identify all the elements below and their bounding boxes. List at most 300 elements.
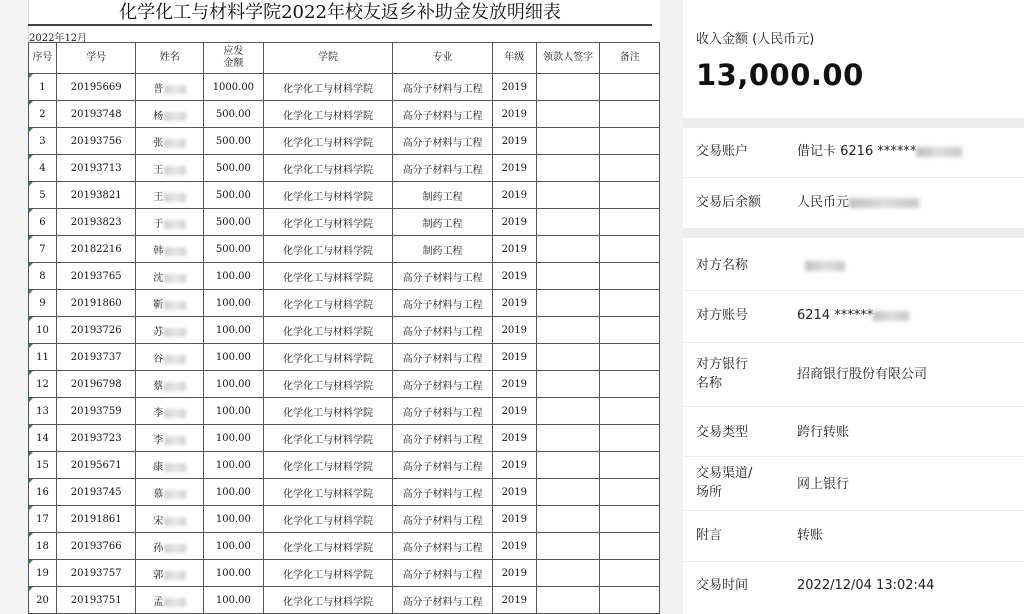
student-id-cell	[56, 128, 136, 155]
time-value: 2022/12/04 13:02:44	[797, 578, 935, 593]
student-id-cell	[56, 452, 136, 479]
major-cell	[393, 263, 493, 290]
name-cell	[136, 290, 204, 317]
note-value: 转账	[797, 528, 824, 543]
student-id-text: 20193726	[70, 324, 122, 336]
cell-marker-icon	[29, 101, 33, 105]
remark-cell	[600, 101, 660, 128]
student-id-cell	[56, 263, 136, 290]
major-text: 高分子材料与工程	[402, 326, 483, 338]
grade-cell	[492, 209, 536, 236]
college-cell	[263, 155, 392, 182]
table-row	[29, 101, 660, 128]
cell-marker-icon	[29, 263, 33, 267]
college-cell	[263, 290, 392, 317]
amount-cell	[204, 479, 264, 506]
grade-cell	[492, 155, 536, 182]
signature-cell	[536, 101, 600, 128]
balance-value	[797, 193, 919, 212]
amount-text: 100.00	[215, 459, 251, 471]
remark-cell	[600, 317, 660, 344]
grade-text: 2019	[501, 567, 528, 579]
student-id-text: 20193745	[70, 486, 122, 498]
major-cell	[393, 452, 493, 479]
header-cell: 姓名	[136, 43, 204, 74]
account-value-text: 借记卡 6216 ******	[797, 144, 917, 159]
cell-marker-icon	[29, 560, 33, 564]
redaction-blur	[164, 112, 186, 121]
channel-value: 网上银行	[797, 477, 850, 492]
major-cell	[393, 425, 493, 452]
grade-cell	[492, 398, 536, 425]
type-value: 跨行转账	[797, 425, 850, 440]
no-text: 15	[36, 459, 49, 471]
no-text: 19	[36, 567, 49, 579]
remark-cell	[600, 263, 660, 290]
student-id-cell	[56, 398, 136, 425]
college-cell	[263, 128, 392, 155]
no-cell	[29, 587, 57, 614]
name-text: 靳	[153, 299, 164, 311]
name-text: 孙	[153, 542, 164, 554]
major-text: 高分子材料与工程	[402, 488, 483, 500]
balance-value-text: 人民币元	[797, 195, 850, 210]
no-text: 11	[36, 351, 49, 363]
counterparty-value	[797, 256, 845, 275]
table-row	[29, 398, 660, 425]
grade-text: 2019	[501, 351, 528, 363]
header-cell: 备注	[600, 43, 660, 74]
major-text: 高分子材料与工程	[402, 434, 483, 446]
redaction-blur	[164, 409, 186, 418]
college-text: 化学化工与材料学院	[282, 515, 373, 527]
redaction-blur	[873, 311, 909, 321]
name-cell	[136, 74, 204, 101]
major-cell	[393, 560, 493, 587]
college-cell	[263, 398, 392, 425]
grade-text: 2019	[501, 162, 528, 174]
major-cell	[393, 74, 493, 101]
no-text: 9	[39, 297, 46, 309]
name-cell	[136, 236, 204, 263]
major-text: 高分子材料与工程	[402, 461, 483, 473]
redaction-blur	[164, 436, 186, 445]
name-text: 李	[153, 407, 164, 419]
amount-text: 500.00	[215, 162, 251, 174]
grade-text: 2019	[501, 594, 528, 606]
remark-cell	[600, 371, 660, 398]
name-text: 于	[153, 218, 164, 230]
channel-label-line2: 场所	[696, 485, 723, 500]
cell-marker-icon	[29, 587, 33, 591]
cell-marker-icon	[29, 155, 33, 159]
college-text: 化学化工与材料学院	[282, 245, 373, 257]
panel-divider	[660, 0, 683, 614]
major-text: 制药工程	[422, 191, 463, 203]
cell-marker-icon	[29, 209, 33, 213]
no-cell	[29, 533, 57, 560]
no-text: 17	[36, 513, 49, 525]
amount-cell	[204, 398, 264, 425]
cell-marker-icon	[29, 479, 33, 483]
college-text: 化学化工与材料学院	[282, 380, 373, 392]
grade-cell	[492, 452, 536, 479]
signature-cell	[536, 560, 600, 587]
grade-cell	[492, 587, 536, 614]
name-cell	[136, 560, 204, 587]
college-text: 化学化工与材料学院	[282, 83, 373, 95]
amount-cell	[204, 506, 264, 533]
major-cell	[393, 155, 493, 182]
amount-cell	[204, 74, 264, 101]
remark-cell	[600, 479, 660, 506]
major-text: 高分子材料与工程	[402, 542, 483, 554]
name-text: 韩	[153, 245, 164, 257]
name-cell	[136, 398, 204, 425]
grade-cell	[492, 182, 536, 209]
student-id-cell	[56, 209, 136, 236]
amount-text: 100.00	[215, 297, 251, 309]
redaction-blur	[164, 490, 186, 499]
amount-text: 100.00	[215, 513, 251, 525]
table-row	[29, 128, 660, 155]
row-gutter	[0, 0, 29, 614]
major-text: 高分子材料与工程	[402, 407, 483, 419]
college-cell	[263, 452, 392, 479]
college-cell	[263, 533, 392, 560]
cell-marker-icon	[29, 506, 33, 510]
grade-cell	[492, 533, 536, 560]
signature-cell	[536, 155, 600, 182]
student-id-text: 20193723	[70, 432, 122, 444]
remark-cell	[600, 74, 660, 101]
signature-cell	[536, 290, 600, 317]
student-id-text: 20196798	[70, 378, 122, 390]
redaction-blur	[164, 517, 186, 526]
payment-detail-table	[28, 42, 660, 614]
name-cell	[136, 263, 204, 290]
signature-cell	[536, 533, 600, 560]
table-row	[29, 290, 660, 317]
name-cell	[136, 182, 204, 209]
table-row	[29, 344, 660, 371]
name-cell	[136, 587, 204, 614]
time-label: 交易时间	[696, 578, 749, 593]
counterparty-label: 对方名称	[696, 258, 749, 273]
student-id-text: 20191861	[70, 513, 122, 525]
college-text: 化学化工与材料学院	[282, 272, 373, 284]
signature-cell	[536, 317, 600, 344]
amount-text: 100.00	[215, 432, 251, 444]
college-text: 化学化工与材料学院	[282, 191, 373, 203]
major-cell	[393, 317, 493, 344]
amount-text: 500.00	[215, 108, 251, 120]
redaction-blur	[164, 166, 186, 175]
counterparty-account-label: 对方账号	[696, 308, 749, 323]
no-text: 8	[39, 270, 46, 282]
student-id-text: 20193751	[70, 594, 122, 606]
remark-cell	[600, 290, 660, 317]
redaction-blur	[164, 463, 186, 472]
cell-marker-icon	[29, 344, 33, 348]
name-text: 康	[153, 461, 164, 473]
student-id-cell	[56, 317, 136, 344]
no-cell	[29, 290, 57, 317]
table-row	[29, 479, 660, 506]
student-id-cell	[56, 587, 136, 614]
grade-cell	[492, 101, 536, 128]
college-text: 化学化工与材料学院	[282, 434, 373, 446]
student-id-cell	[56, 101, 136, 128]
grade-text: 2019	[501, 486, 528, 498]
account-value	[797, 142, 962, 161]
remark-cell	[600, 155, 660, 182]
cell-marker-icon	[29, 290, 33, 294]
major-cell	[393, 101, 493, 128]
signature-cell	[536, 263, 600, 290]
amount-text: 100.00	[215, 351, 251, 363]
student-id-text: 20193765	[70, 270, 122, 282]
section-band	[683, 228, 1024, 238]
no-cell	[29, 101, 57, 128]
college-text: 化学化工与材料学院	[282, 488, 373, 500]
college-cell	[263, 479, 392, 506]
amount-cell	[204, 425, 264, 452]
channel-label-line1: 交易渠道/	[696, 466, 753, 481]
amount-text: 500.00	[215, 243, 251, 255]
signature-cell	[536, 452, 600, 479]
name-cell	[136, 452, 204, 479]
no-cell	[29, 236, 57, 263]
table-row	[29, 533, 660, 560]
channel-label	[696, 464, 752, 502]
major-text: 高分子材料与工程	[402, 380, 483, 392]
no-cell	[29, 317, 57, 344]
signature-cell	[536, 587, 600, 614]
amount-cell	[204, 317, 264, 344]
remark-cell	[600, 452, 660, 479]
major-text: 高分子材料与工程	[402, 110, 483, 122]
major-cell	[393, 236, 493, 263]
signature-cell	[536, 398, 600, 425]
no-text: 14	[36, 432, 49, 444]
signature-cell	[536, 236, 600, 263]
separator	[683, 342, 1024, 343]
major-text: 高分子材料与工程	[402, 515, 483, 527]
bank-label-line1: 对方银行	[696, 357, 749, 372]
no-cell	[29, 209, 57, 236]
college-cell	[263, 506, 392, 533]
name-cell	[136, 425, 204, 452]
college-cell	[263, 74, 392, 101]
student-id-text: 20195671	[70, 459, 122, 471]
name-text: 沈	[153, 272, 164, 284]
no-text: 10	[36, 324, 49, 336]
separator	[683, 510, 1024, 511]
name-text: 王	[153, 191, 164, 203]
college-cell	[263, 371, 392, 398]
no-text: 4	[39, 162, 46, 174]
major-cell	[393, 506, 493, 533]
student-id-cell	[56, 371, 136, 398]
type-label: 交易类型	[696, 425, 749, 440]
amount-cell	[204, 101, 264, 128]
college-cell	[263, 182, 392, 209]
major-cell	[393, 587, 493, 614]
student-id-text: 20182216	[70, 243, 122, 255]
remark-cell	[600, 209, 660, 236]
major-cell	[393, 290, 493, 317]
sheet-date: 2022年12月	[29, 33, 88, 44]
student-id-cell	[56, 74, 136, 101]
table-row	[29, 209, 660, 236]
college-text: 化学化工与材料学院	[282, 218, 373, 230]
signature-cell	[536, 506, 600, 533]
college-text: 化学化工与材料学院	[282, 326, 373, 338]
table-row	[29, 587, 660, 614]
major-text: 高分子材料与工程	[402, 137, 483, 149]
student-id-text: 20193821	[70, 189, 122, 201]
grade-text: 2019	[501, 459, 528, 471]
amount-cell	[204, 533, 264, 560]
college-text: 化学化工与材料学院	[282, 164, 373, 176]
name-cell	[136, 344, 204, 371]
student-id-cell	[56, 533, 136, 560]
name-cell	[136, 479, 204, 506]
amount-text: 500.00	[215, 216, 251, 228]
name-cell	[136, 128, 204, 155]
student-id-cell	[56, 155, 136, 182]
major-text: 高分子材料与工程	[402, 569, 483, 581]
redaction-blur	[164, 382, 186, 391]
bank-label	[696, 355, 748, 393]
no-text: 2	[39, 108, 46, 120]
signature-cell	[536, 182, 600, 209]
amount-text: 100.00	[215, 594, 251, 606]
no-cell	[29, 344, 57, 371]
name-text: 宋	[153, 515, 164, 527]
name-text: 孟	[153, 596, 164, 608]
student-id-text: 20193737	[70, 351, 122, 363]
table-row	[29, 182, 660, 209]
title-underline	[28, 24, 652, 26]
amount-cell	[204, 155, 264, 182]
amount-cell	[204, 209, 264, 236]
table-header-row	[29, 43, 660, 74]
redaction-blur	[164, 220, 186, 229]
remark-cell	[600, 587, 660, 614]
student-id-cell	[56, 479, 136, 506]
student-id-text: 20193756	[70, 135, 122, 147]
separator	[683, 406, 1024, 407]
header-amount-label: 应发金额	[223, 46, 244, 69]
no-cell	[29, 182, 57, 209]
redaction-blur	[164, 274, 186, 283]
amount-text: 100.00	[215, 540, 251, 552]
student-id-cell	[56, 425, 136, 452]
amount-cell	[204, 587, 264, 614]
amount-value: 13,000.00	[696, 58, 864, 92]
header-cell: 专业	[393, 43, 493, 74]
grade-cell	[492, 263, 536, 290]
note-label: 附言	[696, 528, 723, 543]
student-id-text: 20195669	[70, 81, 122, 93]
major-text: 高分子材料与工程	[402, 164, 483, 176]
no-cell	[29, 479, 57, 506]
redaction-blur	[164, 571, 186, 580]
redaction-blur	[916, 147, 962, 157]
amount-cell	[204, 290, 264, 317]
amount-text: 100.00	[215, 567, 251, 579]
major-text: 高分子材料与工程	[402, 596, 483, 608]
no-text: 6	[39, 216, 46, 228]
amount-cell	[204, 371, 264, 398]
grade-text: 2019	[501, 513, 528, 525]
amount-text: 100.00	[215, 486, 251, 498]
no-cell	[29, 128, 57, 155]
amount-cell	[204, 263, 264, 290]
college-text: 化学化工与材料学院	[282, 299, 373, 311]
student-id-cell	[56, 344, 136, 371]
major-cell	[393, 128, 493, 155]
grade-text: 2019	[501, 135, 528, 147]
balance-label: 交易后余额	[696, 195, 762, 210]
name-cell	[136, 155, 204, 182]
separator	[683, 177, 1024, 178]
no-text: 1	[39, 81, 46, 93]
redaction-blur	[164, 85, 186, 94]
redaction-blur	[164, 247, 186, 256]
grade-cell	[492, 344, 536, 371]
grade-text: 2019	[501, 405, 528, 417]
signature-cell	[536, 425, 600, 452]
amount-text: 1000.00	[212, 81, 255, 93]
name-cell	[136, 371, 204, 398]
grade-text: 2019	[501, 108, 528, 120]
header-cell: 领款人签字	[536, 43, 600, 74]
amount-cell	[204, 182, 264, 209]
table-row	[29, 560, 660, 587]
remark-cell	[600, 236, 660, 263]
table-row	[29, 425, 660, 452]
cell-marker-icon	[29, 236, 33, 240]
cell-marker-icon	[29, 182, 33, 186]
no-text: 7	[39, 243, 46, 255]
grade-cell	[492, 317, 536, 344]
student-id-cell	[56, 506, 136, 533]
signature-cell	[536, 344, 600, 371]
cell-marker-icon	[29, 398, 33, 402]
cell-marker-icon	[29, 371, 33, 375]
college-cell	[263, 101, 392, 128]
signature-cell	[536, 371, 600, 398]
cell-marker-icon	[29, 425, 33, 429]
remark-cell	[600, 506, 660, 533]
redaction-blur	[849, 198, 919, 208]
signature-cell	[536, 128, 600, 155]
no-text: 16	[36, 486, 49, 498]
college-text: 化学化工与材料学院	[282, 137, 373, 149]
signature-cell	[536, 209, 600, 236]
redaction-blur	[164, 598, 186, 607]
name-text: 郭	[153, 569, 164, 581]
cell-marker-icon	[29, 74, 33, 78]
signature-cell	[536, 74, 600, 101]
sheet-title: 化学化工与材料学院2022年校友返乡补助金发放明细表	[119, 2, 561, 23]
bank-label-line2: 名称	[696, 376, 723, 391]
no-cell	[29, 398, 57, 425]
grade-cell	[492, 128, 536, 155]
